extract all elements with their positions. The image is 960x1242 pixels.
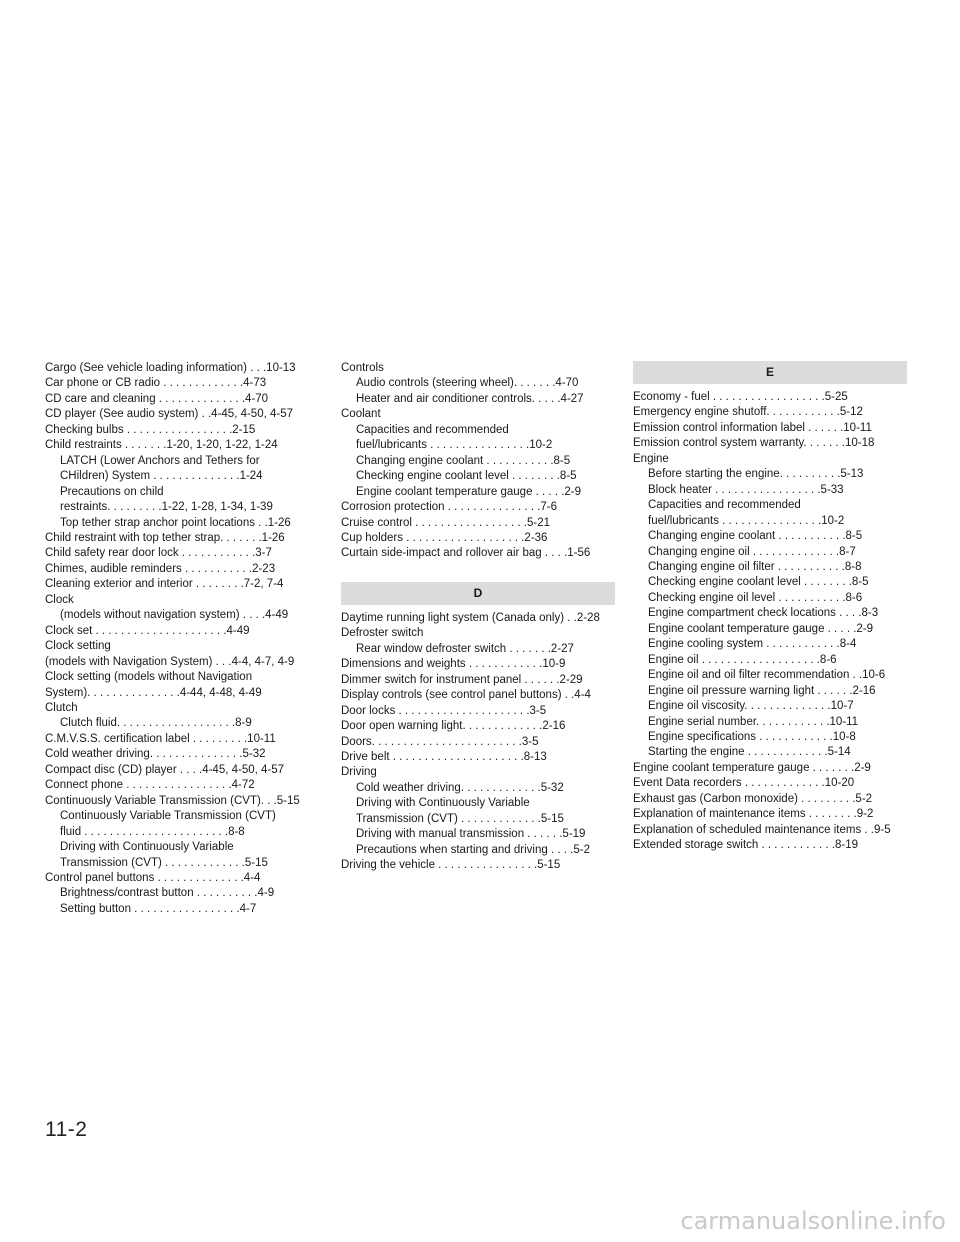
index-subentry: Rear window defroster switch . . . . . . .2-27	[356, 642, 574, 655]
index-subentry: fuel/lubricants . . . . . . . . . . . . . . . .10-2	[648, 514, 845, 527]
index-entry: Child safety rear door lock . . . . . . . . . . . .3-7	[45, 547, 272, 560]
index-subentry: Block heater . . . . . . . . . . . . . . . . .5-33	[648, 483, 844, 496]
index-entry: Clutch	[45, 701, 78, 714]
index-entry: Event Data recorders . . . . . . . . . . . . .10-20	[633, 777, 855, 790]
index-entry: Coolant	[341, 408, 381, 421]
index-subentry: Before starting the engine. . . . . . . . . .5-13	[648, 468, 864, 481]
index-entry: (models with Navigation System) . . .4-4, 4-7, 4-9	[45, 655, 295, 668]
index-entry: Driving	[341, 766, 377, 779]
watermark-text: carmanualsonline.info	[680, 1207, 946, 1235]
index-entry: Emergency engine shutoff. . . . . . . . . . . .5-12	[633, 406, 863, 419]
index-subentry: Transmission (CVT) . . . . . . . . . . . . .5-15	[356, 812, 564, 825]
index-column-2	[341, 361, 615, 874]
index-entry: Extended storage switch . . . . . . . . . . . .8-19	[633, 839, 858, 852]
index-subentry: Engine specifications . . . . . . . . . . . .10-8	[648, 730, 856, 743]
index-subentry: Changing engine coolant . . . . . . . . . . .8-5	[648, 530, 863, 543]
index-entry: Doors. . . . . . . . . . . . . . . . . . . . . . . .3-5	[341, 735, 539, 748]
index-subentry: (models without navigation system) . . . .4-49	[60, 609, 289, 622]
index-subentry: Engine serial number. . . . . . . . . . . .10-11	[648, 715, 859, 728]
index-subentry: Driving with Continuously Variable	[60, 841, 234, 854]
index-entry: Checking bulbs . . . . . . . . . . . . . . . . .2-15	[45, 423, 256, 436]
index-entry: Engine coolant temperature gauge . . . . . . .2-9	[633, 761, 871, 774]
index-subentry: Capacities and recommended	[648, 499, 801, 512]
index-entry: Corrosion protection . . . . . . . . . . . . . . .7-6	[341, 501, 558, 514]
index-entry: Chimes, audible reminders . . . . . . . . . . .2-23	[45, 562, 276, 575]
section-header-d: D	[341, 582, 615, 605]
index-subentry: Engine coolant temperature gauge . . . . .2-9	[356, 485, 582, 498]
index-column-1	[45, 361, 319, 917]
index-entry: Continuously Variable Transmission (CVT). . .5-15	[45, 794, 300, 807]
index-subentry: Continuously Variable Transmission (CVT)	[60, 810, 276, 823]
index-entry: Child restraint with top tether strap. . . . . . .1-26	[45, 531, 285, 544]
index-subentry: LATCH (Lower Anchors and Tethers for	[60, 454, 260, 467]
index-subentry: Engine oil viscosity. . . . . . . . . . . . . .10-7	[648, 700, 854, 713]
index-subentry: Top tether strap anchor point locations . .1-26	[60, 516, 291, 529]
index-subentry: CHildren) System . . . . . . . . . . . . . .1-24	[60, 470, 263, 483]
index-entry: Car phone or CB radio . . . . . . . . . . . . .4-73	[45, 377, 267, 390]
section-header-e: E	[633, 361, 907, 384]
index-subentry: Audio controls (steering wheel). . . . . . .4-70	[356, 377, 579, 390]
index-entry: Cleaning exterior and interior . . . . . . . .7-2, 7-4	[45, 578, 284, 591]
index-entry: Dimensions and weights . . . . . . . . . . . .10-9	[341, 658, 566, 671]
index-subentry: Precautions on child	[60, 485, 164, 498]
index-entry: C.M.V.S.S. certification label . . . . . . . . .10-11	[45, 732, 276, 745]
index-entry: Clock set . . . . . . . . . . . . . . . . . . . . .4-49	[45, 624, 250, 637]
index-subentry: Cold weather driving. . . . . . . . . . . . .5-32	[356, 781, 564, 794]
index-entry: Dimmer switch for instrument panel . . . . . .2-29	[341, 673, 583, 686]
index-subentry: Starting the engine . . . . . . . . . . . . .5-14	[648, 746, 851, 759]
index-subentry: Engine cooling system . . . . . . . . . . . .8-4	[648, 638, 857, 651]
index-entry: System). . . . . . . . . . . . . . .4-44, 4-48, 4-49	[45, 686, 262, 699]
index-entry: Curtain side-impact and rollover air bag . . . .1-56	[341, 547, 591, 560]
index-entry: Drive belt . . . . . . . . . . . . . . . . . . . . .8-13	[341, 750, 547, 763]
index-entry: Economy - fuel . . . . . . . . . . . . . . . . . .5-25	[633, 391, 848, 403]
index-entry: CD player (See audio system) . .4-45, 4-50, 4-57	[45, 408, 294, 421]
index-subentry: Changing engine oil filter . . . . . . . . . . .8-8	[648, 560, 862, 573]
index-entry: Exhaust gas (Carbon monoxide) . . . . . . . . .5-2	[633, 792, 873, 805]
index-subentry: fuel/lubricants . . . . . . . . . . . . . . . .10-2	[356, 439, 553, 452]
index-subentry: Driving with Continuously Variable	[356, 797, 530, 810]
index-entry: Clock	[45, 593, 74, 606]
index-subentry: Engine compartment check locations . . . .8-3	[648, 607, 879, 620]
index-entry: Connect phone . . . . . . . . . . . . . . . . .4-72	[45, 779, 255, 792]
index-entry: Display controls (see control panel buttons) . .4-4	[341, 689, 591, 702]
index-subentry: Changing engine oil . . . . . . . . . . . . . .8-7	[648, 545, 856, 558]
index-entry: Daytime running light system (Canada only) . .2-28	[341, 611, 600, 624]
index-entry: Door locks . . . . . . . . . . . . . . . . . . . . .3-5	[341, 704, 547, 717]
index-entry: Cruise control . . . . . . . . . . . . . . . . . .5-21	[341, 516, 550, 529]
index-entry: CD care and cleaning . . . . . . . . . . . . . .4-70	[45, 392, 269, 405]
index-subentry: Brightness/contrast button . . . . . . . . . .4-9	[60, 887, 275, 900]
index-entry: Door open warning light. . . . . . . . . . . . .2-16	[341, 720, 566, 733]
index-entry: Controls	[341, 362, 384, 374]
index-entry: Driving the vehicle . . . . . . . . . . . . . . . .5-15	[341, 859, 561, 872]
page-number: 11-2	[45, 1118, 88, 1141]
index-entry: Emission control information label . . . . . .10-11	[633, 421, 872, 434]
index-entry: Clock setting	[45, 640, 111, 653]
index-entry: Control panel buttons . . . . . . . . . . . . . .4-4	[45, 871, 261, 884]
index-entry: Explanation of maintenance items . . . . . . . .9-2	[633, 808, 874, 821]
index-subentry: Engine oil pressure warning light . . . . . .2-16	[648, 684, 876, 697]
index-subentry: Checking engine coolant level . . . . . . . .8-5	[356, 470, 577, 483]
index-entry: Defroster switch	[341, 627, 424, 640]
index-subentry: Checking engine coolant level . . . . . . . .8-5	[648, 576, 869, 589]
index-entry: Emission control system warranty. . . . . . .10-18	[633, 437, 875, 450]
index-subentry: Engine oil and oil filter recommendation . .10-6	[648, 669, 886, 682]
index-entry: Compact disc (CD) player . . . .4-45, 4-50, 4-57	[45, 763, 285, 776]
index-subentry: Heater and air conditioner controls. . . . .4-27	[356, 392, 584, 405]
index-entry: Explanation of scheduled maintenance items . .9-5	[633, 823, 891, 836]
index-subentry: Driving with manual transmission . . . . . .5-19	[356, 828, 586, 841]
index-entry: Cup holders . . . . . . . . . . . . . . . . . . .2-36	[341, 531, 548, 544]
index-subentry: Changing engine coolant . . . . . . . . . . .8-5	[356, 454, 571, 467]
index-subentry: Checking engine oil level . . . . . . . . . . .8-6	[648, 591, 863, 604]
index-entry: Cold weather driving. . . . . . . . . . . . . . .5-32	[45, 748, 266, 761]
index-subentry: fluid . . . . . . . . . . . . . . . . . . . . . . .8-8	[60, 825, 245, 838]
index-subentry: Engine coolant temperature gauge . . . . .2-9	[648, 622, 874, 635]
index-entry: Engine	[633, 452, 669, 465]
index-subentry: Clutch fluid. . . . . . . . . . . . . . . . . . .8-9	[60, 717, 252, 730]
index-entry: Child restraints . . . . . . .1-20, 1-20, 1-22, 1-24	[45, 439, 278, 452]
index-subentry: Precautions when starting and driving . . . .5-2	[356, 843, 590, 856]
index-subentry: Capacities and recommended	[356, 423, 509, 436]
index-entry: Cargo (See vehicle loading information) . . .10-13	[45, 362, 296, 374]
index-entry: Clock setting (models without Navigation	[45, 671, 253, 684]
index-column-3	[633, 361, 907, 854]
index-subentry: Setting button . . . . . . . . . . . . . . . . .4-7	[60, 902, 257, 915]
index-subentry: Transmission (CVT) . . . . . . . . . . . . .5-15	[60, 856, 268, 869]
index-subentry: Engine oil . . . . . . . . . . . . . . . . . . .8-6	[648, 653, 837, 666]
index-subentry: restraints. . . . . . . . .1-22, 1-28, 1-34, 1-39	[60, 501, 273, 514]
